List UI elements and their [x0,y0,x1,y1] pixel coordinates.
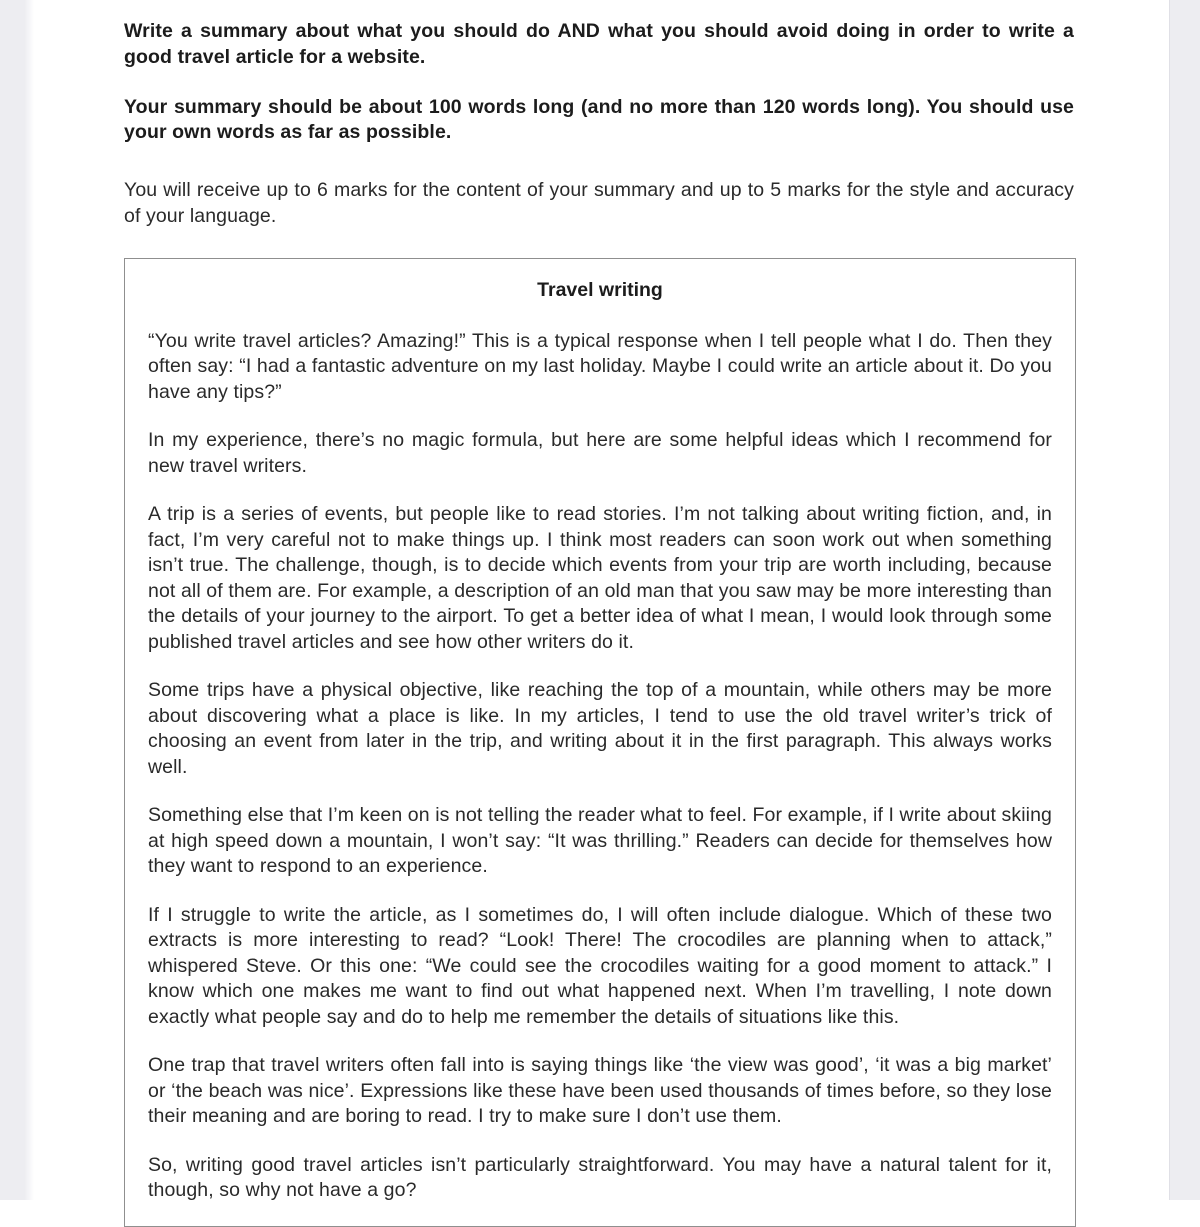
article-paragraph-3: A trip is a series of events, but people like to read stories. I’m not talking about writing fiction, and, in fact, I’m very careful not to make things up. I think most readers can soon work out when something isn’t true. The challenge, though, is to decide which events from your trip are worth including, because not all of them are. For example, a description of an old man that you saw may be more interesting than the details of your journey to the airport. To get a better idea of what I mean, I would look through some published travel articles and see how other writers do it. [148,503,1052,653]
article-paragraph-4: Some trips have a physical objective, like reaching the top of a mountain, while others may be more about discovering what a place is like. In my articles, I tend to use the old travel writer’s trick of choosing an event from later in the trip, and writing about it in the first paragraph. This always works well. [148,679,1052,778]
article-paragraph-7: One trap that travel writers often fall into is saying things like ‘the view was good’, ‘it was a big market’ or ‘the beach was nice’. Expressions like these have been used thousands of times before, so they lose their meaning and are boring to read. I try to make sure I don’t use them. [148,1054,1052,1128]
article-title: Travel writing [537,278,663,301]
article-paragraph-1: “You write travel articles? Amazing!” This is a typical response when I tell people what I do. Then they often say: “I had a fantastic adventure on my last holiday. Maybe I could write an article about it. Do you have any tips?” [148,329,1052,403]
article-paragraph-2: In my experience, there’s no magic formula, but here are some helpful ideas which I recommend for new travel writers. [148,429,1052,477]
word-limit-instruction: Your summary should be about 100 words long (and no more than 120 words long). You should use your own words as far as possible. [124,95,1074,144]
marks-information: You will receive up to 6 marks for the content of your summary and up to 5 marks for the style and accuracy of your language. [124,179,1074,227]
reading-passage-box [124,258,1076,1227]
summary-task-instruction: Write a summary about what you should do AND what you should avoid doing in order to write a good travel article for a website. [124,20,1074,68]
article-paragraph-8: So, writing good travel articles isn’t particularly straightforward. You may have a natural talent for it, though, so why not have a go? [148,1153,1052,1202]
article-paragraph-6: If I struggle to write the article, as I sometimes do, I will often include dialogue. Which of these two extracts is more interesting to read? “Look! There! The crocodiles are planning when to attack,” whispered Steve. Or this one: “We could see the crocodiles waiting for a good moment to attack.” I know which one makes me want to find out what happened next. When I’m travelling, I note down exactly what people say and do to help me remember the details of situations like this. [148,903,1052,1028]
article-paragraph-5: Something else that I’m keen on is not telling the reader what to feel. For example, if I write about skiing at high speed down a mountain, I won’t say: “It was thrilling.” Readers can decide for themselves how they want to respond to an experience. [148,804,1052,878]
